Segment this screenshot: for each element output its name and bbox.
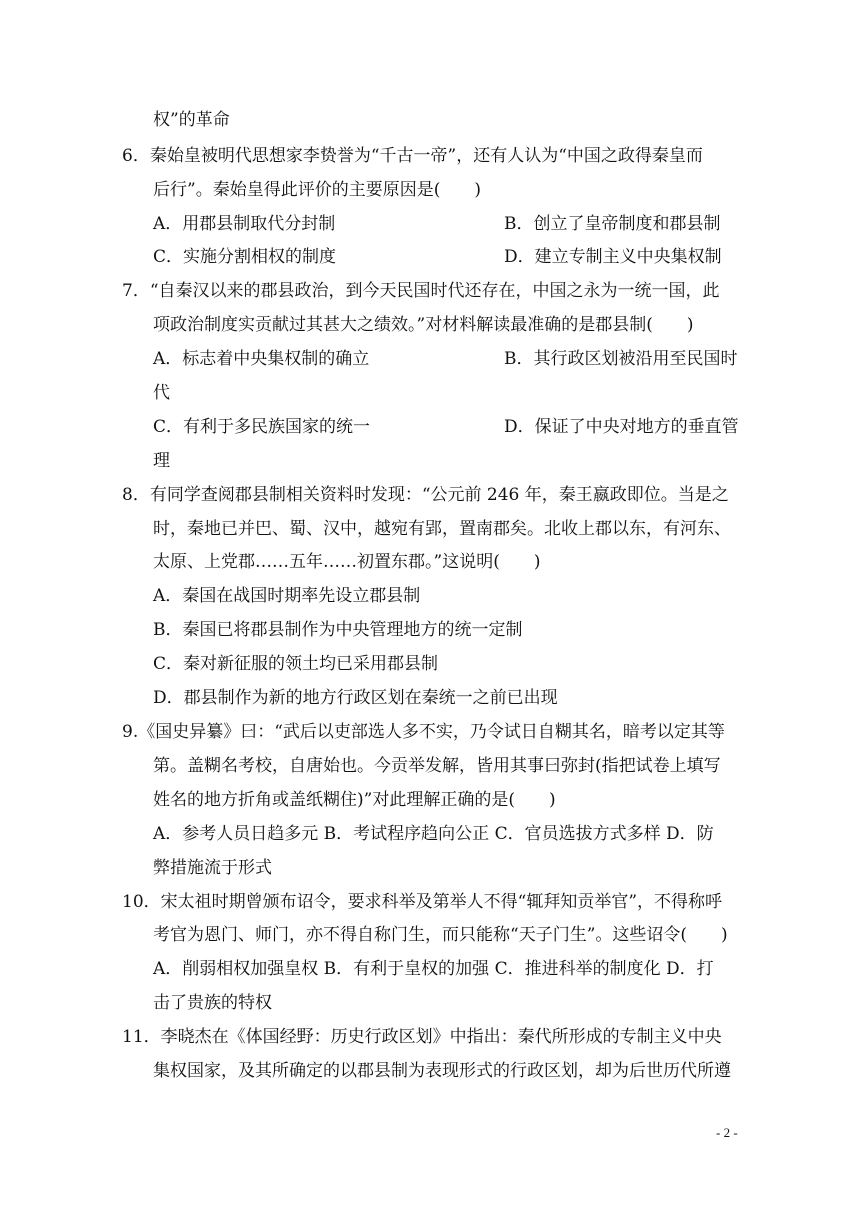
- question-7-option-a: A．标志着中央集权制的确立: [153, 349, 370, 369]
- question-8-stem-cont: 太原、上党郡……五年……初置东郡。”这说明( ): [153, 552, 541, 572]
- question-10-stem: 10．宋太祖时期曾颁布诏令，要求科举及第举人不得“辄拜知贡举官”，不得称呼: [122, 892, 723, 912]
- question-7-option-b-cont: 代: [153, 383, 170, 403]
- question-8-option-a: A．秦国在战国时期率先设立郡县制: [153, 586, 421, 606]
- question-7-stem-cont: 项政治制度实贡献过其甚大之绩效。”对材料解读最准确的是郡县制( ): [153, 315, 694, 335]
- question-6-option-a: A．用郡县制取代分封制: [153, 214, 336, 234]
- text-line: 权”的革命: [153, 110, 230, 130]
- question-7-option-d: D．保证了中央对地方的垂直管: [504, 417, 739, 437]
- question-9-options: A．参考人员日趋多元 B．考试程序趋向公正 C．官员选拔方式多样 D．防: [153, 824, 714, 844]
- question-9-options-cont: 弊措施流于形式: [153, 858, 272, 878]
- question-6-option-c: C．实施分割相权的制度: [153, 247, 337, 267]
- question-8-stem: 8．有同学查阅郡县制相关资料时发现：“公元前 246 年，秦王嬴政即位。当是之: [122, 485, 729, 505]
- question-8-option-c: C．秦对新征服的领土均已采用郡县制: [153, 654, 439, 674]
- question-11-stem-cont: 集权国家，及其所确定的以郡县制为表现形式的行政区划，却为后世历代所遵: [153, 1061, 731, 1081]
- question-10-options: A．削弱相权加强皇权 B．有利于皇权的加强 C．推进科举的制度化 D．打: [153, 959, 714, 979]
- question-9-stem-cont: 第。盖糊名考校，自唐始也。今贡举发解，皆用其事曰弥封(指把试卷上填写: [153, 756, 721, 776]
- question-6-stem: 6．秦始皇被明代思想家李贽誉为“千古一帝”，还有人认为“中国之政得秦皇而: [122, 146, 703, 166]
- question-7-option-d-cont: 理: [153, 451, 170, 471]
- question-7-option-b: B．其行政区划被沿用至民国时: [504, 349, 738, 369]
- question-8-option-b: B．秦国已将郡县制作为中央管理地方的统一定制: [153, 620, 523, 640]
- question-6-stem-cont: 后行”。秦始皇得此评价的主要原因是( ): [153, 180, 481, 200]
- question-8-option-d: D．郡县制作为新的地方行政区划在秦统一之前已出现: [153, 688, 558, 708]
- question-6-option-b: B．创立了皇帝制度和郡县制: [504, 214, 721, 234]
- question-7-option-c: C．有利于多民族国家的统一: [153, 417, 371, 437]
- question-9-stem-cont: 姓名的地方折角或盖纸糊住)”对此理解正确的是( ): [153, 790, 556, 810]
- question-11-stem: 11．李晓杰在《体国经野：历史行政区划》中指出：秦代所形成的专制主义中央: [122, 1027, 722, 1047]
- question-9-stem: 9.《国史异纂》曰：“武后以吏部选人多不实，乃令试日自糊其名，暗考以定其等: [122, 722, 725, 742]
- question-10-options-cont: 击了贵族的特权: [153, 993, 272, 1013]
- question-8-stem-cont: 时，秦地已并巴、蜀、汉中，越宛有郢，置南郡矣。北收上郡以东，有河东、: [153, 519, 731, 539]
- question-6-option-d: D．建立专制主义中央集权制: [504, 247, 722, 267]
- question-7-stem: 7．“自秦汉以来的郡县政治，到今天民国时代还存在，中国之永为一统一国，此: [122, 281, 720, 301]
- page-number: - 2 -: [716, 1125, 738, 1140]
- question-10-stem-cont: 考官为恩门、师门，亦不得自称门生，而只能称“天子门生”。这些诏令( ): [153, 925, 728, 945]
